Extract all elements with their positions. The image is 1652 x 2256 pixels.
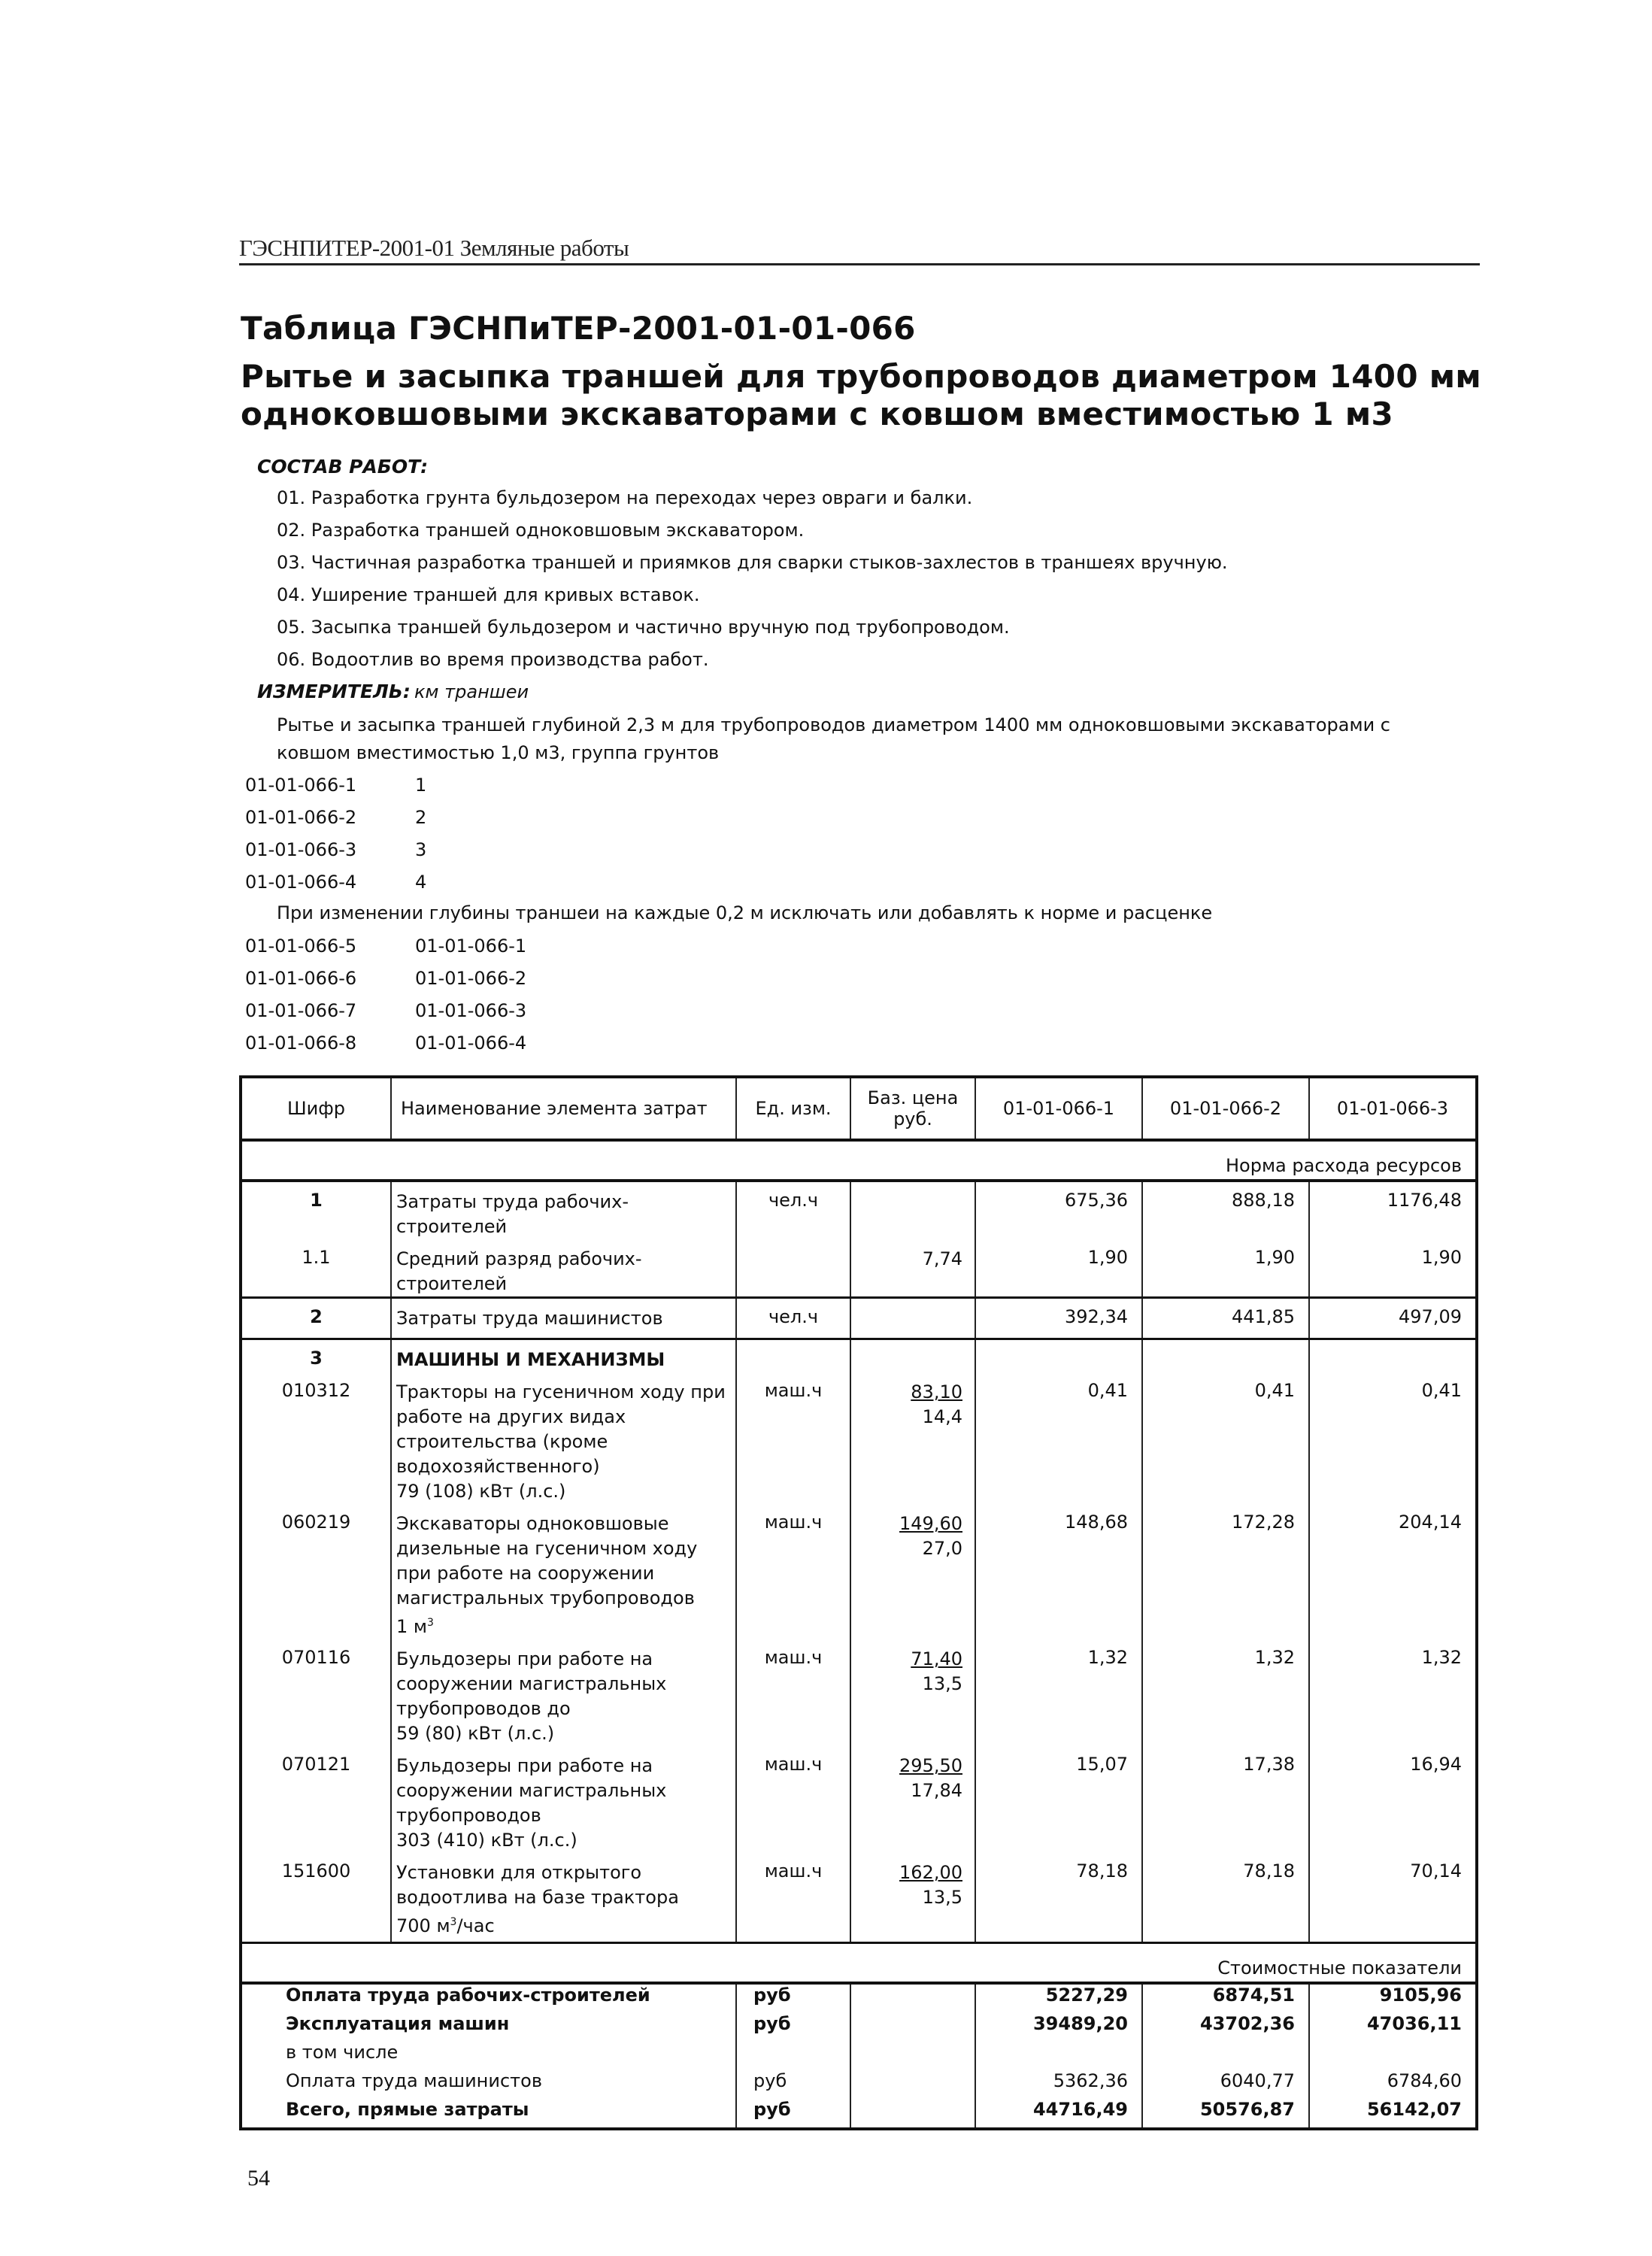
soil-group-value: 1	[415, 775, 427, 796]
row-price: 71,40 13,5	[850, 1639, 975, 1746]
row-code: 1.1	[241, 1239, 391, 1298]
summary-value-3: 56142,07	[1309, 2099, 1477, 2129]
summary-label: Оплата труда машинистов	[241, 2070, 736, 2099]
summary-value-3: 47036,11	[1309, 2013, 1477, 2042]
row-value-1: 78,18	[975, 1853, 1142, 1943]
table-row	[241, 1504, 1477, 1639]
cost-band-row	[241, 1943, 1477, 1984]
meter-value: км траншеи	[414, 681, 529, 702]
summary-value-1: 5227,29	[975, 1983, 1142, 2013]
row-code: 070121	[241, 1746, 391, 1853]
soil-group-value: 3	[415, 839, 427, 860]
depth-adjust-code: 01-01-066-8	[245, 1032, 357, 1054]
row-name: Экскаваторы одноковшовые дизельные на гусеничном ходу при работе на сооружении магистральных трубопроводов 1 $м^3$	[391, 1504, 736, 1639]
soil-group-code: 01-01-066-3	[245, 839, 357, 860]
depth-adjust-code: 01-01-066-7	[245, 1000, 357, 1021]
resource-norm-table	[239, 1075, 1478, 2130]
row-name: Тракторы на гусеничном ходу при работе на других видах строительства (кроме водохозяйственного) 79 (108) кВт (л.с.)	[391, 1372, 736, 1504]
row-value-3: 70,14	[1309, 1853, 1477, 1943]
table-id-title: Таблица ГЭСНПиТЕР-2001-01-01-066	[241, 310, 916, 347]
depth-adjust-value: 01-01-066-4	[415, 1032, 527, 1054]
row-name: Затраты труда машинистов	[391, 1298, 736, 1339]
row-price: 83,10 14,4	[850, 1372, 975, 1504]
norm-band-label: Норма расхода ресурсов	[241, 1140, 1477, 1181]
depth-adjust-code: 01-01-066-5	[245, 935, 357, 957]
summary-label: в том числе	[241, 2042, 736, 2070]
row-value-1: 1,32	[975, 1639, 1142, 1746]
row-code: 151600	[241, 1853, 391, 1943]
summary-value-1: 5362,36	[975, 2070, 1142, 2099]
table-row	[241, 1746, 1477, 1853]
row-price	[850, 1298, 975, 1339]
running-header: ГЭСНПИТЕР-2001-01 Земляные работы	[239, 235, 629, 261]
row-price	[850, 1181, 975, 1239]
header-col1: 01-01-066-1	[975, 1077, 1142, 1140]
depth-adjust-value: 01-01-066-3	[415, 1000, 527, 1021]
header-name: Наименование элемента затрат	[391, 1077, 736, 1140]
soil-group-code: 01-01-066-2	[245, 807, 357, 828]
section-title: МАШИНЫ И МЕХАНИЗМЫ	[391, 1339, 736, 1373]
row-value-1: 392,34	[975, 1298, 1142, 1339]
row-value-2: 172,28	[1142, 1504, 1309, 1639]
row-value-3: 1,90	[1309, 1239, 1477, 1298]
row-value-3: 204,14	[1309, 1504, 1477, 1639]
row-value-1: 1,90	[975, 1239, 1142, 1298]
summary-value-2: 43702,36	[1142, 2013, 1309, 2042]
depth-adjust-value: 01-01-066-1	[415, 935, 527, 957]
row-price: 7,74	[850, 1239, 975, 1298]
soil-group-value: 4	[415, 872, 427, 893]
row-code: 010312	[241, 1372, 391, 1504]
row-value-1: 15,07	[975, 1746, 1142, 1853]
work-item: 01. Разработка грунта бульдозером на переходах через овраги и балки.	[277, 487, 973, 508]
depth-adjust-code: 01-01-066-6	[245, 968, 357, 989]
summary-label: Всего, прямые затраты	[241, 2099, 736, 2129]
soil-group-value: 2	[415, 807, 427, 828]
summary-value-3: 9105,96	[1309, 1983, 1477, 2013]
table-row-section	[241, 1339, 1477, 1373]
work-item: 03. Частичная разработка траншей и приямков для сварки стыков-захлестов в траншеях вручную.	[277, 552, 1228, 573]
work-item: 06. Водоотлив во время производства работ.	[277, 649, 709, 670]
description-line-2: ковшом вместимостью 1,0 м3, группа грунтов	[277, 742, 720, 763]
header-code: Шифр	[241, 1077, 391, 1140]
summary-value-1: 44716,49	[975, 2099, 1142, 2129]
row-value-2: 0,41	[1142, 1372, 1309, 1504]
work-item: 04. Уширение траншей для кривых вставок.	[277, 584, 700, 605]
summary-value-1: 39489,20	[975, 2013, 1142, 2042]
description-line-1: Рытье и засыпка траншей глубиной 2,3 м для трубопроводов диаметром 1400 мм одноковшовыми экскаваторами с	[277, 714, 1390, 735]
row-value-3: 0,41	[1309, 1372, 1477, 1504]
row-value-2: 17,38	[1142, 1746, 1309, 1853]
summary-value-1	[975, 2042, 1142, 2070]
title-line-1: Рытье и засыпка траншей для трубопроводов диаметром 1400 мм	[241, 358, 1482, 395]
summary-row	[241, 1983, 1477, 2013]
meter-label: ИЗМЕРИТЕЛЬ:	[257, 681, 411, 702]
summary-value-2: 50576,87	[1142, 2099, 1309, 2129]
table-row	[241, 1239, 1477, 1298]
table-row	[241, 1181, 1477, 1239]
work-item: 05. Засыпка траншей бульдозером и частично вручную под трубопроводом.	[277, 617, 1010, 638]
summary-unit: руб	[736, 2099, 850, 2129]
row-price: 295,50 17,84	[850, 1746, 975, 1853]
work-item: 02. Разработка траншей одноковшовым экскаватором.	[277, 520, 805, 541]
work-composition-label: СОСТАВ РАБОТ:	[257, 456, 429, 478]
row-value-3: 1176,48	[1309, 1181, 1477, 1239]
row-code: 3	[241, 1339, 391, 1373]
summary-row	[241, 2013, 1477, 2042]
summary-unit	[736, 2042, 850, 2070]
summary-label: Эксплуатация машин	[241, 2013, 736, 2042]
row-value-1: 675,36	[975, 1181, 1142, 1239]
row-value-2: 1,90	[1142, 1239, 1309, 1298]
soil-group-code: 01-01-066-4	[245, 872, 357, 893]
row-value-1: 0,41	[975, 1372, 1142, 1504]
table-row	[241, 1372, 1477, 1504]
row-value-1: 148,68	[975, 1504, 1142, 1639]
summary-value-2: 6040,77	[1142, 2070, 1309, 2099]
cost-band-label: Стоимостные показатели	[241, 1943, 1477, 1984]
summary-unit: руб	[736, 2070, 850, 2099]
header-col2: 01-01-066-2	[1142, 1077, 1309, 1140]
summary-value-2	[1142, 2042, 1309, 2070]
row-unit: маш.ч	[736, 1853, 850, 1943]
row-unit: маш.ч	[736, 1372, 850, 1504]
table-row	[241, 1298, 1477, 1339]
table-row	[241, 1853, 1477, 1943]
summary-unit: руб	[736, 1983, 850, 2013]
depth-note: При изменении глубины траншеи на каждые 0,2 м исключать или добавлять к норме и расценке	[277, 902, 1213, 923]
header-unit: Ед. изм.	[736, 1077, 850, 1140]
row-unit: чел.ч	[736, 1298, 850, 1339]
row-code: 1	[241, 1181, 391, 1239]
depth-adjust-value: 01-01-066-2	[415, 968, 527, 989]
header-price: Баз. цена руб.	[850, 1077, 975, 1140]
row-unit	[736, 1239, 850, 1298]
summary-unit: руб	[736, 2013, 850, 2042]
summary-label: Оплата труда рабочих-строителей	[241, 1983, 736, 2013]
meter-line	[257, 681, 529, 702]
summary-value-3: 6784,60	[1309, 2070, 1477, 2099]
table-header-row	[241, 1077, 1477, 1140]
summary-row	[241, 2070, 1477, 2099]
row-value-2: 888,18	[1142, 1181, 1309, 1239]
row-name: Бульдозеры при работе на сооружении магистральных трубопроводов до 59 (80) кВт (л.с.)	[391, 1639, 736, 1746]
row-unit: маш.ч	[736, 1504, 850, 1639]
row-code: 060219	[241, 1504, 391, 1639]
row-value-2: 78,18	[1142, 1853, 1309, 1943]
row-unit: маш.ч	[736, 1639, 850, 1746]
row-value-2: 1,32	[1142, 1639, 1309, 1746]
row-code: 070116	[241, 1639, 391, 1746]
row-name: Бульдозеры при работе на сооружении магистральных трубопроводов 303 (410) кВт (л.с.)	[391, 1746, 736, 1853]
title-line-2: одноковшовыми экскаваторами с ковшом вместимостью 1 м3	[241, 396, 1393, 432]
header-rule	[239, 263, 1480, 265]
summary-row	[241, 2099, 1477, 2129]
row-value-3: 16,94	[1309, 1746, 1477, 1853]
row-name: Затраты труда рабочих-строителей	[391, 1181, 736, 1239]
row-unit: маш.ч	[736, 1746, 850, 1853]
row-value-3: 497,09	[1309, 1298, 1477, 1339]
table-row	[241, 1639, 1477, 1746]
summary-value-2: 6874,51	[1142, 1983, 1309, 2013]
row-name: Установки для открытого водоотлива на базе трактора 700 $м^3$/час	[391, 1853, 736, 1943]
row-unit: чел.ч	[736, 1181, 850, 1239]
summary-value-3	[1309, 2042, 1477, 2070]
row-code: 2	[241, 1298, 391, 1339]
row-value-2: 441,85	[1142, 1298, 1309, 1339]
summary-row	[241, 2042, 1477, 2070]
page-number: 54	[247, 2166, 270, 2191]
row-name: Средний разряд рабочих-строителей	[391, 1239, 736, 1298]
row-price: 162,00 13,5	[850, 1853, 975, 1943]
header-col3: 01-01-066-3	[1309, 1077, 1477, 1140]
row-value-3: 1,32	[1309, 1639, 1477, 1746]
norm-band-row	[241, 1140, 1477, 1181]
row-price: 149,60 27,0	[850, 1504, 975, 1639]
soil-group-code: 01-01-066-1	[245, 775, 357, 796]
